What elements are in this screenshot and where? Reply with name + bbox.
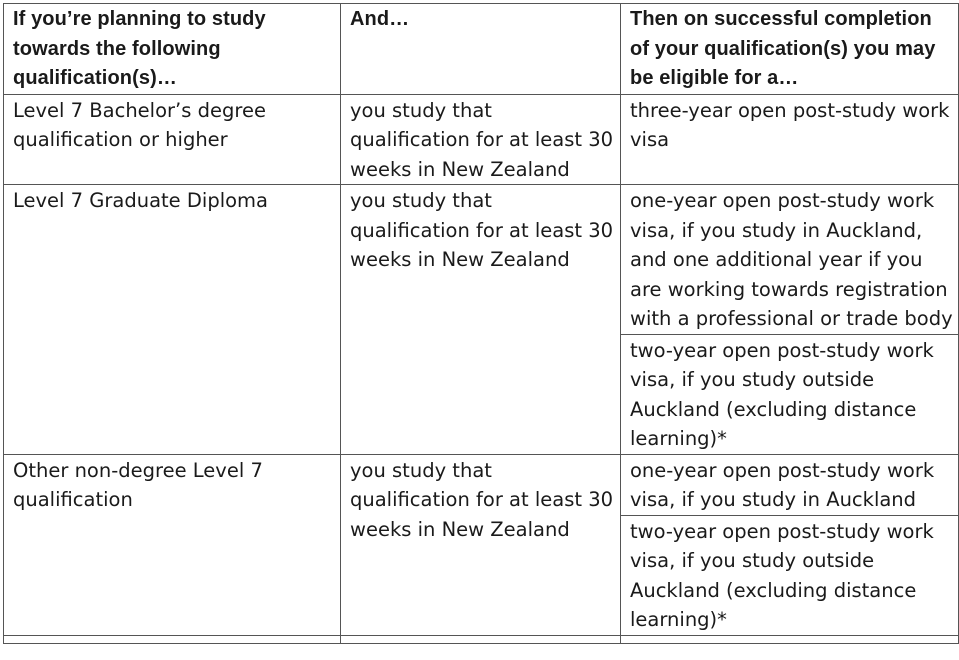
outcome-cell: one-year open post-study work visa, if you study in Auckland	[621, 454, 959, 515]
qualification-cell: Level 7 Graduate Diploma	[4, 185, 341, 455]
table-row-cutoff	[4, 635, 959, 643]
blank-cell	[4, 635, 341, 643]
outcome-cell: two-year open post-study work visa, if you study outside Auckland (excluding distance learning)*	[621, 334, 959, 454]
table-row	[4, 454, 959, 515]
blank-cell	[341, 635, 621, 643]
condition-cell: you study that qualification for at least 30 weeks in New Zealand	[341, 454, 621, 635]
qualification-cell: Level 7 Bachelor’s degree qualification or higher	[4, 94, 341, 185]
outcome-cell: two-year open post-study work visa, if you study outside Auckland (excluding distance learning)*	[621, 515, 959, 635]
table-row	[4, 94, 959, 185]
header-row	[4, 4, 959, 95]
condition-cell: you study that qualification for at least 30 weeks in New Zealand	[341, 94, 621, 185]
header-qualification: If you’re planning to study towards the following qualification(s)…	[4, 4, 341, 95]
outcome-cell: three-year open post-study work visa	[621, 94, 959, 185]
header-eligibility: Then on successful completion of your qualification(s) you may be eligible for a…	[621, 4, 959, 95]
blank-cell	[621, 635, 959, 643]
visa-eligibility-table	[3, 3, 959, 644]
header-condition: And…	[341, 4, 621, 95]
table-row	[4, 185, 959, 335]
outcome-cell: one-year open post-study work visa, if you study in Auckland, and one additional year if you are working towards registration with a professional or trade body	[621, 185, 959, 335]
condition-cell: you study that qualification for at least 30 weeks in New Zealand	[341, 185, 621, 455]
qualification-cell: Other non-degree Level 7 qualification	[4, 454, 341, 635]
